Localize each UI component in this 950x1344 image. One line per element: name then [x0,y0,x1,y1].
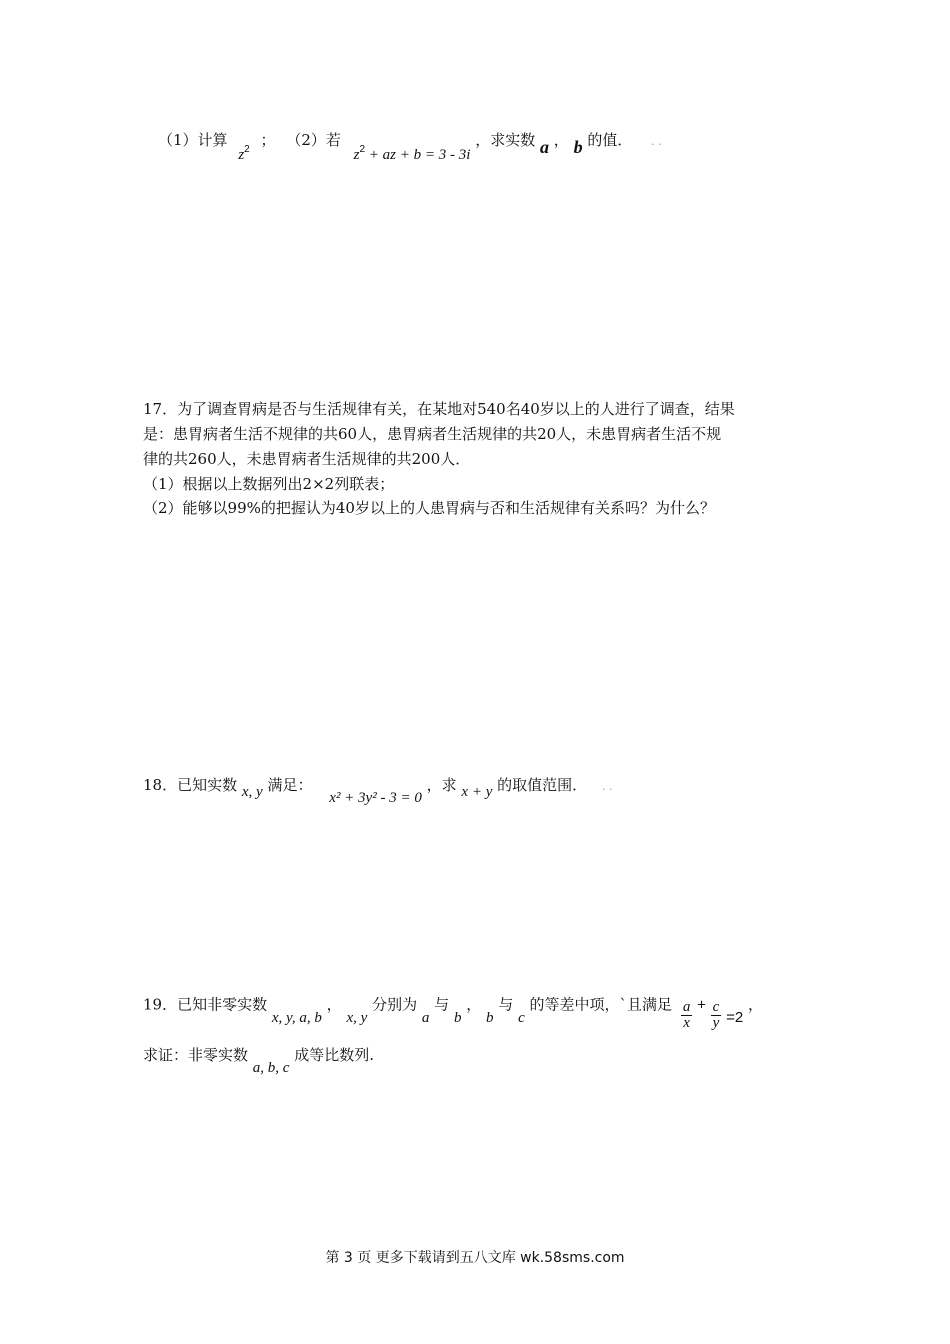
q19-b: b [453,1009,462,1026]
question-18 [143,776,613,806]
q19-a: a [421,1009,430,1026]
q18-mid: 满足： [267,776,313,794]
page-footer: 第 3 页 更多下载请到五八文库 wk.58sms.com [325,1250,625,1266]
dots: . . [601,780,613,793]
q18-expression: x + y [461,784,493,800]
comma: ， [553,131,569,149]
question-17-line-2: 是：患胃病者生活不规律的共60人，患胃病者生活规律的共20人，未患胃病者生活不规 [143,425,722,443]
dots: . . [651,135,662,148]
q19-lead: 19．已知非零实数 [143,995,268,1014]
q19-b2: b [486,1009,494,1026]
q19-t4: 的等差中项，`且满足 [529,995,673,1014]
q18-tail: 的取值范围． [497,776,588,794]
frac1-numerator: a [682,999,691,1015]
q19-vars: x, y, a, b [271,1009,322,1026]
q19-xy: x, y [346,1009,368,1026]
q19-line2-tail: 成等比数列. [294,1046,375,1064]
frac2-numerator: c [712,999,720,1015]
question-17-line-3: 律的共260人，未患胃病者生活规律的共200人． [143,450,471,468]
question-17-part-2: （2）能够以99%的把握认为40岁以上的人患胃病与否和生活规律有关系吗？为什么？ [143,499,715,517]
ask-text: ，求实数 [475,131,536,149]
question-19 [143,990,764,1031]
part2-label: （2）若 [286,131,341,149]
z-squared: $z^2$ [238,144,250,163]
frac2-denominator: y [712,1015,720,1031]
q19-t3: 与 [498,995,514,1014]
q18-lead: 18．已知实数 [143,776,238,794]
var-b: b [573,137,583,157]
question-16-parts [158,130,662,163]
q18-mid2: ，求 [426,776,457,794]
q19-line2-lead: 求证：非零实数 [143,1046,249,1064]
q18-vars: x, y [241,784,263,800]
q19-line2-vars: a, b, c [252,1060,290,1076]
q19-comma2: ， [466,995,482,1014]
q19-t1: 分别为 [372,995,418,1014]
fraction-c-over-y [711,1000,722,1031]
var-a: a [540,137,549,157]
tail-text: 的值． [587,131,633,149]
q18-equation: x² + 3y² - 3 = 0 [329,790,422,806]
q19-t2: 与 [434,995,450,1014]
frac1-denominator: x [683,1015,690,1031]
plus-sign: + [697,996,706,1014]
q19-comma: ， [326,995,342,1014]
fraction-a-over-x [681,1000,693,1031]
question-17-line-1: 17．为了调查胃病是否与生活规律有关，在某地对540名40岁以上的人进行了调查，结果 [143,400,735,418]
equals-two: =2 [726,1008,744,1026]
part1-label: （1）计算 [158,131,228,149]
question-17-part-1: （1）根据以上数据列出2×2列联表； [143,475,395,493]
separator: ； [260,131,276,149]
question-19-line-2 [143,1046,375,1076]
complex-equation: $z^2$ + az + b = 3 - 3i [353,144,471,163]
q19-end: ， [748,995,764,1014]
q19-c: c [518,1009,525,1026]
